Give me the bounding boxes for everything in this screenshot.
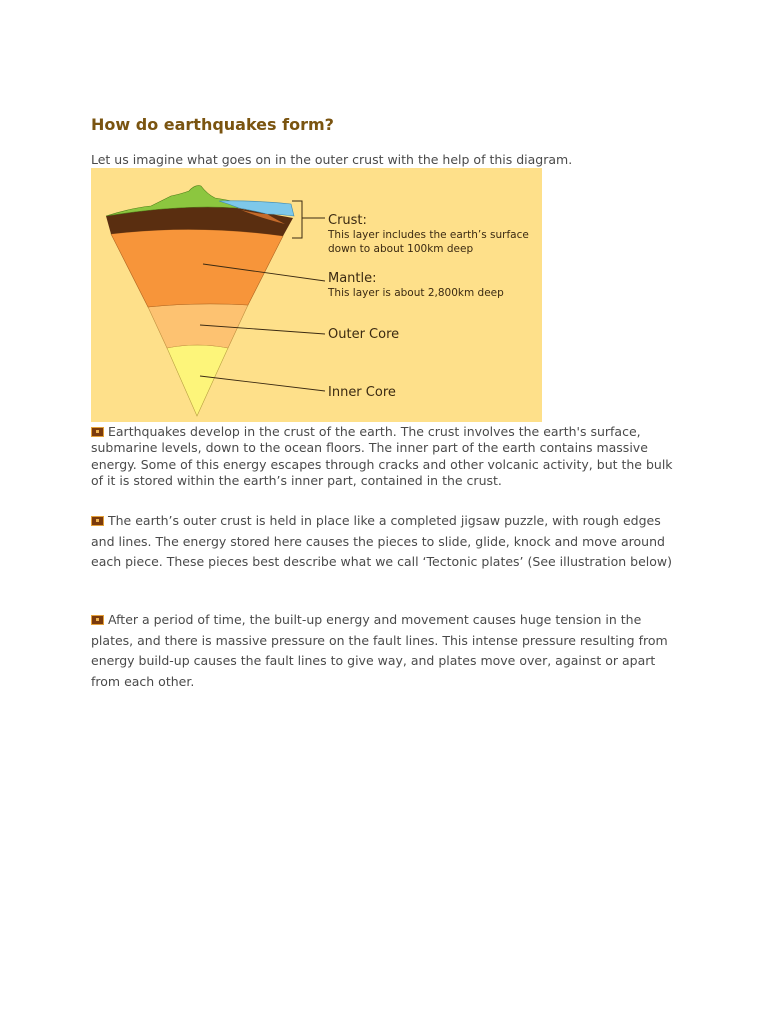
inner-core-layer [167,345,228,416]
outer-core-layer [148,304,248,348]
outer-core-label: Outer Core [328,327,400,342]
crust-label: Crust: [328,213,367,228]
earth-layers-diagram [91,168,542,422]
mantle-layer [111,229,283,307]
inner-core-pointer-line [200,376,325,391]
inner-core-label: Inner Core [328,385,396,400]
crust-description-line-2: down to about 100km deep [328,243,474,255]
crust-description-line-1: This layer includes the earth’s surface [328,229,529,241]
bullet-icon [91,516,104,526]
page-title: How do earthquakes form? [91,115,334,134]
paragraph-crust [91,424,683,490]
earth-layers-svg [91,168,542,422]
paragraph-pressure-text: After a period of time, the built-up energy and movement causes huge tension in the plates, and there is massive pressure on the fault lines. This intense pressure resulting from energy build-up causes the fault lines to give way, and plates move over, against or apart from each other. [91,612,668,689]
paragraph-jigsaw [91,511,683,573]
paragraph-jigsaw-text: The earth’s outer crust is held in place like a completed jigsaw puzzle, with rough edges and lines. The energy stored here causes the pieces to slide, glide, knock and move around each piece. These pieces best describe what we call ‘Tectonic plates’ (See illustration below) [91,513,672,570]
paragraph-crust-text: Earthquakes develop in the crust of the earth. The crust involves the earth's surface, submarine levels, down to the ocean floors. The inner part of the earth contains massive energy. Some of this energy escapes through cracks and other volcanic activity, but the bulk of it is stored within the earth’s inner part, contained in the crust. [91,424,673,489]
crust-bracket [292,201,325,238]
intro-text: Let us imagine what goes on in the outer crust with the help of this diagram. [91,152,573,167]
mantle-description: This layer is about 2,800km deep [328,287,504,299]
bullet-icon [91,427,104,437]
bullet-icon [91,615,104,625]
mantle-label: Mantle: [328,271,377,286]
paragraph-pressure [91,610,683,692]
